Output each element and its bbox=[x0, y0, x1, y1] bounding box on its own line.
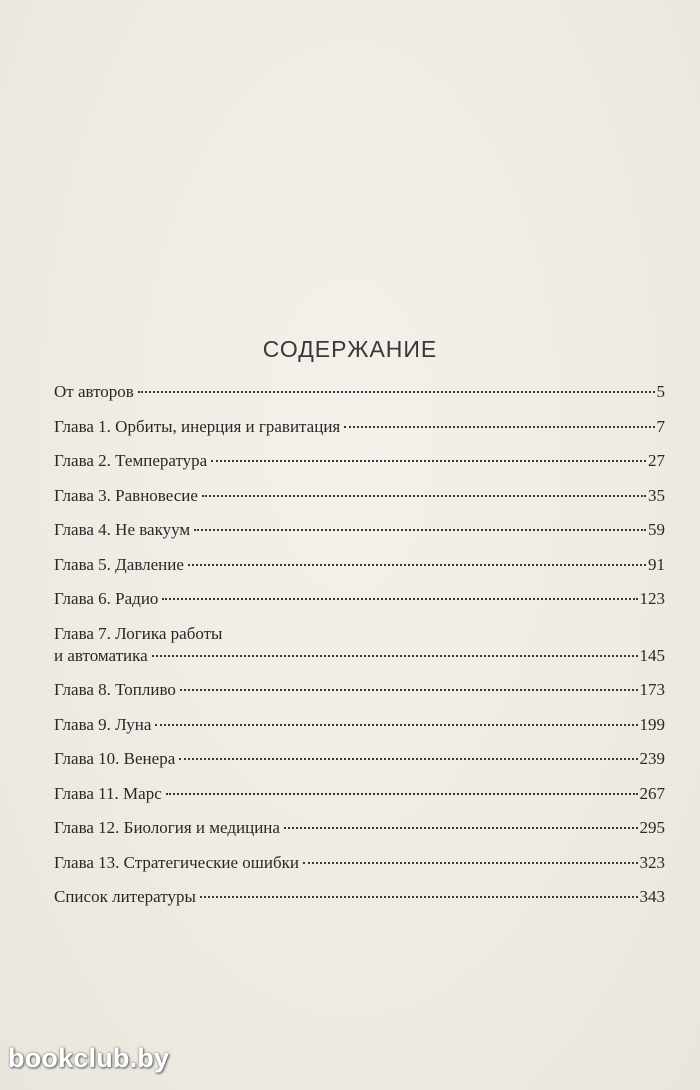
toc-entry-page: 343 bbox=[639, 887, 665, 906]
toc-entry-page: 123 bbox=[639, 589, 665, 608]
toc-entry-chapter-1 bbox=[54, 416, 665, 438]
toc-entry-title: Глава 2. Температура bbox=[54, 451, 208, 470]
toc-entry-title: Глава 12. Биология и медицина bbox=[54, 818, 280, 837]
toc-entry-page: 323 bbox=[639, 852, 665, 872]
toc-leader-dots bbox=[162, 598, 637, 600]
toc-heading: СОДЕРЖАНИЕ bbox=[262, 336, 438, 362]
toc-leader-dots bbox=[155, 724, 637, 726]
toc-entry-chapter-13 bbox=[54, 852, 665, 874]
toc-entry-page: 199 bbox=[639, 714, 665, 734]
toc-leader-dots bbox=[188, 564, 646, 566]
toc-entry-chapter-11 bbox=[54, 783, 665, 805]
toc-entry-bibliography bbox=[54, 886, 665, 908]
toc-entry-title: Глава 4. Не вакуум bbox=[54, 520, 191, 539]
toc-entry-title: Глава 10. Венера bbox=[54, 749, 176, 768]
toc-entry-chapter-6 bbox=[54, 588, 665, 610]
toc-entry-page: 5 bbox=[656, 382, 665, 401]
toc-entry-chapter-10 bbox=[54, 748, 665, 770]
toc-leader-dots bbox=[284, 827, 638, 829]
toc-entry-title: Глава 8. Топливо bbox=[54, 680, 176, 699]
watermark: bookclub.by bbox=[8, 1043, 170, 1073]
toc-entry-page: 7 bbox=[656, 416, 665, 436]
toc-entry-page: 173 bbox=[639, 680, 665, 699]
toc-entry-chapter-8 bbox=[54, 679, 665, 701]
toc-entry-title: Глава 13. Стратегические ошибки bbox=[54, 852, 299, 872]
toc-entry-chapter-12 bbox=[54, 817, 665, 839]
toc-leader-dots bbox=[152, 655, 638, 657]
toc-entry-page: 295 bbox=[639, 818, 665, 837]
toc-entry-page: 27 bbox=[648, 451, 665, 470]
toc-entry-page: 145 bbox=[639, 645, 665, 665]
toc-entry-title: Глава 9. Луна bbox=[54, 714, 152, 734]
toc-entry-chapter-2 bbox=[54, 450, 665, 472]
toc-entry-chapter-4 bbox=[54, 519, 665, 541]
toc-entry-chapter-3 bbox=[54, 485, 665, 507]
toc-leader-dots bbox=[211, 460, 646, 462]
toc-entry-title-line1: Глава 7. Логика работы bbox=[54, 623, 223, 643]
toc-entry-chapter-7 bbox=[54, 623, 665, 667]
toc-entry-chapter-9 bbox=[54, 714, 665, 736]
toc-entry-page: 239 bbox=[639, 749, 665, 768]
toc-entry-title-line2: и автоматика bbox=[54, 645, 148, 665]
toc-entry-title: Глава 5. Давление bbox=[54, 554, 184, 574]
toc-leader-dots bbox=[344, 426, 654, 428]
toc-entry-page: 267 bbox=[639, 783, 665, 803]
toc-entry-title: От авторов bbox=[54, 382, 134, 401]
toc-entry-page: 91 bbox=[648, 554, 665, 574]
toc-leader-dots bbox=[138, 391, 655, 393]
toc-entry-title: Глава 11. Марс bbox=[54, 783, 162, 803]
toc-entry-page: 35 bbox=[648, 485, 665, 505]
toc-leader-dots bbox=[202, 495, 646, 497]
toc-entry-title: Список литературы bbox=[54, 887, 196, 906]
toc-entry-preface bbox=[54, 381, 665, 403]
toc-leader-dots bbox=[194, 529, 646, 531]
toc-leader-dots bbox=[303, 862, 638, 864]
toc-entry-chapter-5 bbox=[54, 554, 665, 576]
toc-leader-dots bbox=[180, 689, 638, 691]
toc-entry-page: 59 bbox=[648, 520, 665, 539]
toc-entry-title: Глава 6. Радио bbox=[54, 589, 159, 608]
toc-leader-dots bbox=[200, 896, 638, 898]
toc-entry-title: Глава 1. Орбиты, инерция и гравитация bbox=[54, 416, 341, 436]
toc-list bbox=[54, 381, 665, 921]
toc-leader-dots bbox=[179, 758, 637, 760]
toc-entry-title: Глава 3. Равновесие bbox=[54, 485, 198, 505]
toc-leader-dots bbox=[166, 793, 638, 795]
